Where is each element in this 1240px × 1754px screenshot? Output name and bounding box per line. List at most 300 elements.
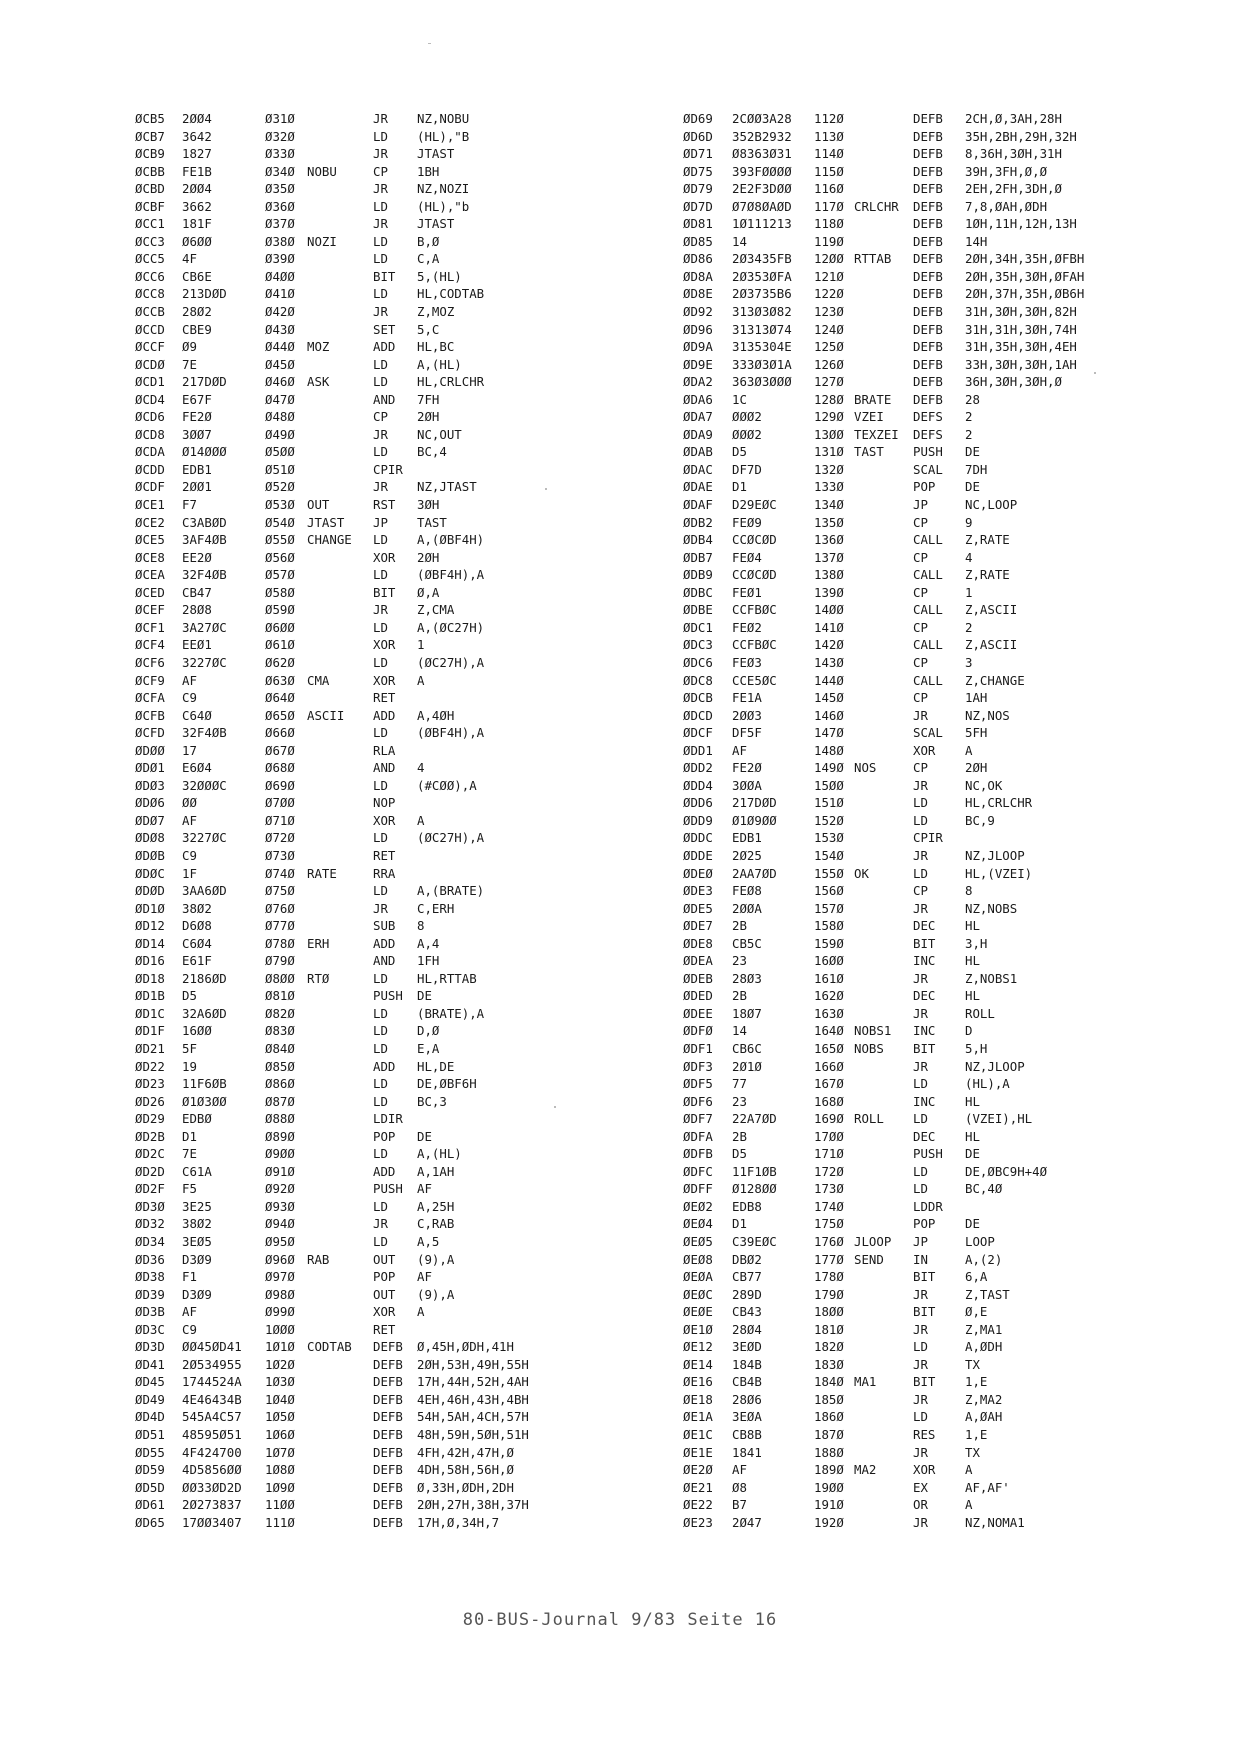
listing-addr: ØD2C — [135, 1146, 165, 1162]
listing-line: Ø64Ø — [265, 690, 295, 706]
listing-line: 143Ø — [814, 654, 844, 670]
listing-code: 393FØØØØ — [732, 163, 792, 179]
listing-line: Ø93Ø — [265, 1198, 295, 1214]
listing-addr: ØCC6 — [135, 268, 165, 284]
listing-addr: ØDE7 — [683, 918, 713, 934]
listing-line: 164Ø — [814, 1023, 844, 1039]
listing-addr: ØDØ8 — [135, 830, 165, 846]
listing-op: DEFB — [373, 1462, 403, 1478]
listing-code: 2ØØ4 — [182, 181, 212, 197]
listing-addr: ØDED — [683, 988, 713, 1004]
listing-arg: 5FH — [965, 725, 988, 741]
listing-op: LD — [373, 1234, 388, 1249]
listing-code: CCFBØC — [732, 602, 777, 618]
listing-code: CB6E — [182, 268, 212, 284]
listing-addr: ØDB9 — [683, 567, 713, 583]
listing-code: 16ØØ — [182, 1023, 212, 1039]
listing-op: CP — [913, 549, 928, 565]
listing-code: 217DØD — [732, 795, 777, 811]
listing-code: 2ØØ4 — [182, 111, 212, 126]
listing-line: Ø76Ø — [265, 900, 295, 916]
listing-code: DF7D — [732, 461, 762, 477]
listing-label: CODTAB — [307, 1339, 352, 1355]
listing-addr: ØCEA — [135, 567, 165, 583]
listing-op: JR — [373, 146, 388, 162]
listing-code: Ø7Ø8ØAØD — [732, 198, 792, 214]
listing-code: D1 — [732, 1216, 747, 1232]
listing-line: 133Ø — [814, 479, 844, 495]
listing-code: 184B — [732, 1356, 762, 1372]
listing-op: LD — [373, 883, 388, 899]
listing-code: CB77 — [732, 1269, 762, 1285]
listing-code: D5 — [182, 988, 197, 1004]
listing-line: 1Ø7Ø — [265, 1444, 295, 1460]
listing-addr: ØD9E — [683, 356, 713, 372]
listing-code: E61F — [182, 953, 212, 969]
listing-addr: ØDD9 — [683, 812, 713, 828]
listing-op: DEFB — [913, 146, 943, 162]
listing-code: DBØ2 — [732, 1251, 762, 1267]
listing-line: Ø31Ø — [265, 111, 295, 126]
listing-arg: D — [965, 1023, 973, 1039]
listing-arg: 1AH — [965, 690, 988, 706]
listing-line: 116Ø — [814, 181, 844, 197]
listing-addr: ØD32 — [135, 1216, 165, 1232]
listing-line: 15ØØ — [814, 777, 844, 793]
listing-line: Ø54Ø — [265, 514, 295, 530]
listing-label: OUT — [307, 497, 330, 513]
listing-code: EE2Ø — [182, 549, 212, 565]
listing-addr: ØDF1 — [683, 1040, 713, 1056]
listing-op: LD — [373, 654, 388, 670]
listing-addr: ØD1B — [135, 988, 165, 1004]
listing-addr: ØCC3 — [135, 233, 165, 249]
listing-arg: NC,LOOP — [965, 497, 1018, 513]
listing-line: 138Ø — [814, 567, 844, 583]
listing-arg: Z,RATE — [965, 567, 1010, 583]
listing-code: B7 — [732, 1497, 747, 1513]
listing-addr: ØCD6 — [135, 409, 165, 425]
listing-op: DEFS — [913, 426, 943, 442]
listing-label: NOS — [854, 760, 877, 776]
listing-code: D29EØC — [732, 497, 777, 513]
listing-addr: ØCC8 — [135, 286, 165, 302]
listing-arg: 4 — [965, 549, 973, 565]
listing-code: 3ØØA — [732, 777, 762, 793]
listing-op: BIT — [913, 935, 936, 951]
listing-arg: 6,A — [965, 1269, 988, 1285]
listing-arg: Z,ASCII — [965, 637, 1018, 653]
listing-addr: ØD23 — [135, 1076, 165, 1092]
listing-op: JP — [913, 1234, 928, 1249]
listing-op: JR — [373, 1216, 388, 1232]
listing-code: EDB8 — [732, 1198, 762, 1214]
listing-op: CPIR — [913, 830, 943, 846]
listing-label: MA1 — [854, 1374, 877, 1390]
listing-addr: ØD79 — [683, 181, 713, 197]
listing-arg: Z,RATE — [965, 532, 1010, 548]
listing-code: 213DØD — [182, 286, 227, 302]
listing-addr: ØCCB — [135, 304, 165, 320]
listing-code: 2Ø3435FB — [732, 251, 792, 267]
listing-arg: 17H,Ø,34H,7 — [417, 1514, 500, 1530]
listing-op: BIT — [913, 1269, 936, 1285]
listing-addr: ØCF9 — [135, 672, 165, 688]
listing-line: 118Ø — [814, 216, 844, 232]
listing-op: DEFB — [913, 111, 943, 126]
listing-arg: 2 — [965, 619, 973, 635]
listing-addr: ØCFA — [135, 690, 165, 706]
listing-addr: ØDF7 — [683, 1111, 713, 1127]
listing-arg: 9 — [965, 514, 973, 530]
listing-label: JLOOP — [854, 1234, 892, 1249]
listing-line: Ø65Ø — [265, 707, 295, 723]
listing-code: 2Ø25 — [732, 847, 762, 863]
listing-arg: 14H — [965, 233, 988, 249]
listing-addr: ØD8A — [683, 268, 713, 284]
listing-code: F5 — [182, 1181, 197, 1197]
listing-addr: ØDFF — [683, 1181, 713, 1197]
listing-op: DEFB — [913, 128, 943, 144]
listing-code: Ø9 — [182, 339, 197, 355]
listing-line: 115Ø — [814, 163, 844, 179]
listing-label: MOZ — [307, 339, 330, 355]
listing-code: 363Ø3ØØØ — [732, 374, 792, 390]
listing-op: ADD — [373, 1163, 396, 1179]
listing-op: SCAL — [913, 461, 943, 477]
listing-op: JR — [913, 1391, 928, 1407]
listing-line: Ø4ØØ — [265, 268, 295, 284]
listing-code: 28Ø8 — [182, 602, 212, 618]
listing-addr: ØCB7 — [135, 128, 165, 144]
listing-arg: Z,ASCII — [965, 602, 1018, 618]
listing-arg: 36H,3ØH,3ØH,Ø — [965, 374, 1062, 390]
listing-arg: (#CØØ),A — [417, 777, 477, 793]
listing-arg: BC,9 — [965, 812, 995, 828]
listing-code: 28Ø6 — [732, 1391, 762, 1407]
listing-op: JR — [913, 777, 928, 793]
listing-line: 175Ø — [814, 1216, 844, 1232]
listing-line: Ø86Ø — [265, 1076, 295, 1092]
listing-line: Ø92Ø — [265, 1181, 295, 1197]
listing-arg: (BRATE),A — [417, 1005, 485, 1021]
listing-code: D1 — [182, 1128, 197, 1144]
listing-op: JR — [373, 602, 388, 618]
listing-label: SEND — [854, 1251, 884, 1267]
listing-op: CALL — [913, 567, 943, 583]
listing-code: 3A27ØC — [182, 619, 227, 635]
listing-arg: TX — [965, 1444, 980, 1460]
listing-op: LD — [373, 1005, 388, 1021]
listing-op: PUSH — [373, 1181, 403, 1197]
listing-code: 1841 — [732, 1444, 762, 1460]
listing-addr: ØDØ6 — [135, 795, 165, 811]
listing-arg: 33H,3ØH,3ØH,1AH — [965, 356, 1077, 372]
listing-op: LD — [373, 233, 388, 249]
listing-op: DEFB — [913, 181, 943, 197]
listing-code: 2B — [732, 988, 747, 1004]
listing-code: 3AF4ØB — [182, 532, 227, 548]
listing-op: DEFB — [373, 1374, 403, 1390]
listing-addr: ØDC6 — [683, 654, 713, 670]
listing-op: DEFB — [373, 1497, 403, 1513]
listing-label: ROLL — [854, 1111, 884, 1127]
listing-code: 3642 — [182, 128, 212, 144]
listing-arg: NZ,NOBS — [965, 900, 1018, 916]
listing-addr: ØDØC — [135, 865, 165, 881]
listing-addr: ØCCD — [135, 321, 165, 337]
listing-code: 22A7ØD — [732, 1111, 777, 1127]
listing-op: LD — [373, 1023, 388, 1039]
listing-addr: ØDD1 — [683, 742, 713, 758]
listing-addr: ØCE2 — [135, 514, 165, 530]
listing-line: 148Ø — [814, 742, 844, 758]
listing-arg: DE — [965, 479, 980, 495]
listing-code: D3Ø9 — [182, 1286, 212, 1302]
listing-op: LD — [373, 356, 388, 372]
listing-addr: ØCF1 — [135, 619, 165, 635]
listing-addr: ØDA2 — [683, 374, 713, 390]
listing-line: Ø99Ø — [265, 1304, 295, 1320]
listing-code: ØØØ2 — [732, 426, 762, 442]
listing-line: 182Ø — [814, 1339, 844, 1355]
listing-line: Ø7ØØ — [265, 795, 295, 811]
listing-line: Ø77Ø — [265, 918, 295, 934]
listing-line: 129Ø — [814, 409, 844, 425]
listing-code: 3AA6ØD — [182, 883, 227, 899]
listing-addr: ØD2D — [135, 1163, 165, 1179]
listing-arg: (ØBF4H),A — [417, 725, 485, 741]
listing-code: 352B2932 — [732, 128, 792, 144]
listing-code: 7E — [182, 1146, 197, 1162]
listing-line: 145Ø — [814, 690, 844, 706]
listing-op: ADD — [373, 339, 396, 355]
listing-line: Ø55Ø — [265, 532, 295, 548]
listing-addr: ØD81 — [683, 216, 713, 232]
listing-addr: ØDB7 — [683, 549, 713, 565]
listing-addr: ØCB9 — [135, 146, 165, 162]
listing-label: RTTAB — [854, 251, 892, 267]
listing-code: 2CØØ3A28 — [732, 111, 792, 126]
listing-arg: A,25H — [417, 1198, 455, 1214]
listing-arg: AF — [417, 1269, 432, 1285]
listing-op: DEFB — [373, 1356, 403, 1372]
listing-line: 155Ø — [814, 865, 844, 881]
listing-addr: ØDFØ — [683, 1023, 713, 1039]
listing-op: DEFB — [913, 216, 943, 232]
listing-op: CP — [913, 619, 928, 635]
listing-op: SUB — [373, 918, 396, 934]
listing-addr: ØD45 — [135, 1374, 165, 1390]
listing-line: 163Ø — [814, 1005, 844, 1021]
listing-code: 28Ø3 — [732, 970, 762, 986]
listing-arg: HL,CRLCHR — [417, 374, 485, 390]
listing-code: Ø1Ø9ØØ — [732, 812, 777, 828]
listing-code: 2186ØD — [182, 970, 227, 986]
listing-addr: ØD26 — [135, 1093, 165, 1109]
listing-line: Ø97Ø — [265, 1269, 295, 1285]
listing-arg: 2ØH,37H,35H,ØB6H — [965, 286, 1085, 302]
listing-code: FEØ9 — [732, 514, 762, 530]
listing-op: BIT — [373, 584, 396, 600]
listing-op: LD — [373, 1198, 388, 1214]
listing-line: Ø47Ø — [265, 391, 295, 407]
listing-arg: E,A — [417, 1040, 440, 1056]
listing-addr: ØDCF — [683, 725, 713, 741]
listing-code: AF — [182, 1304, 197, 1320]
listing-addr: ØDE5 — [683, 900, 713, 916]
listing-op: DEFB — [913, 233, 943, 249]
listing-line: 142Ø — [814, 637, 844, 653]
listing-arg: Ø,33H,ØDH,2DH — [417, 1479, 514, 1495]
listing-addr: ØD1C — [135, 1005, 165, 1021]
listing-addr: ØDF6 — [683, 1093, 713, 1109]
listing-addr: ØCB5 — [135, 111, 165, 126]
listing-arg: 1,E — [965, 1427, 988, 1443]
listing-addr: ØE2Ø — [683, 1462, 713, 1478]
listing-line: 1Ø2Ø — [265, 1356, 295, 1372]
listing-code: FEØ3 — [732, 654, 762, 670]
listing-addr: ØEØC — [683, 1286, 713, 1302]
listing-line: Ø39Ø — [265, 251, 295, 267]
scan-speck — [428, 43, 431, 44]
listing-line: 154Ø — [814, 847, 844, 863]
listing-line: 14ØØ — [814, 602, 844, 618]
listing-addr: ØDBE — [683, 602, 713, 618]
listing-code: 2B — [732, 918, 747, 934]
listing-line: 153Ø — [814, 830, 844, 846]
listing-code: 3227ØC — [182, 830, 227, 846]
listing-addr: ØD51 — [135, 1427, 165, 1443]
listing-arg: HL,RTTAB — [417, 970, 477, 986]
listing-line: 128Ø — [814, 391, 844, 407]
listing-code: 2AA7ØD — [732, 865, 777, 881]
listing-arg: HL — [965, 953, 980, 969]
listing-addr: ØE14 — [683, 1356, 713, 1372]
listing-op: LD — [373, 567, 388, 583]
listing-addr: ØCF4 — [135, 637, 165, 653]
scan-speck — [554, 1106, 556, 1108]
listing-label: OK — [854, 865, 869, 881]
listing-addr: ØCD8 — [135, 426, 165, 442]
listing-code: CBE9 — [182, 321, 212, 337]
listing-code: 2Ø3735B6 — [732, 286, 792, 302]
listing-arg: 8 — [965, 883, 973, 899]
listing-line: Ø45Ø — [265, 356, 295, 372]
listing-addr: ØD14 — [135, 935, 165, 951]
listing-line: 162Ø — [814, 988, 844, 1004]
listing-arg: JTAST — [417, 146, 455, 162]
listing-arg: 1BH — [417, 163, 440, 179]
listing-arg: 31H,31H,3ØH,74H — [965, 321, 1077, 337]
listing-line: 12ØØ — [814, 251, 844, 267]
listing-op: LDIR — [373, 1111, 403, 1127]
listing-line: Ø74Ø — [265, 865, 295, 881]
listing-code: 217DØD — [182, 374, 227, 390]
listing-arg: Z,MA1 — [965, 1321, 1003, 1337]
listing-arg: 1ØH,11H,12H,13H — [965, 216, 1077, 232]
listing-op: BIT — [913, 1374, 936, 1390]
listing-addr: ØD3B — [135, 1304, 165, 1320]
listing-line: 126Ø — [814, 356, 844, 372]
listing-arg: HL,CRLCHR — [965, 795, 1033, 811]
listing-line: 1Ø8Ø — [265, 1462, 295, 1478]
listing-code: 38Ø2 — [182, 900, 212, 916]
listing-code: DF5F — [732, 725, 762, 741]
listing-arg: HL — [965, 918, 980, 934]
listing-line: 173Ø — [814, 1181, 844, 1197]
listing-op: DEFB — [913, 286, 943, 302]
listing-op: JR — [913, 847, 928, 863]
listing-code: 4D5856ØØ — [182, 1462, 242, 1478]
listing-code: 3662 — [182, 198, 212, 214]
listing-op: XOR — [373, 637, 396, 653]
listing-addr: ØDØ3 — [135, 777, 165, 793]
listing-op: RET — [373, 1321, 396, 1337]
listing-code: 3EØ5 — [182, 1234, 212, 1249]
listing-code: EDB1 — [732, 830, 762, 846]
listing-code: FEØ8 — [732, 883, 762, 899]
listing-arg: 3ØH — [417, 497, 440, 513]
listing-line: 179Ø — [814, 1286, 844, 1302]
listing-line: Ø38Ø — [265, 233, 295, 249]
listing-addr: ØCE1 — [135, 497, 165, 513]
listing-op: CALL — [913, 637, 943, 653]
listing-line: 117Ø — [814, 198, 844, 214]
listing-line: 121Ø — [814, 268, 844, 284]
listing-arg: DE,ØBF6H — [417, 1076, 477, 1092]
listing-arg: 2EH,2FH,3DH,Ø — [965, 181, 1062, 197]
listing-arg: 7FH — [417, 391, 440, 407]
listing-line: Ø69Ø — [265, 777, 295, 793]
listing-line: Ø94Ø — [265, 1216, 295, 1232]
listing-addr: ØDFB — [683, 1146, 713, 1162]
listing-code: C9 — [182, 1321, 197, 1337]
listing-line: 111Ø — [265, 1514, 295, 1530]
listing-addr: ØD29 — [135, 1111, 165, 1127]
listing-line: 123Ø — [814, 304, 844, 320]
listing-addr: ØE1E — [683, 1444, 713, 1460]
listing-line: 187Ø — [814, 1427, 844, 1443]
listing-op: DEFS — [913, 409, 943, 425]
listing-line: Ø37Ø — [265, 216, 295, 232]
listing-addr: ØD7D — [683, 198, 713, 214]
listing-arg: 28 — [965, 391, 980, 407]
listing-op: JR — [913, 1005, 928, 1021]
listing-code: 2ØØ3 — [732, 707, 762, 723]
listing-arg: NC,OUT — [417, 426, 462, 442]
listing-line: Ø6ØØ — [265, 619, 295, 635]
listing-addr: ØD4D — [135, 1409, 165, 1425]
listing-line: Ø36Ø — [265, 198, 295, 214]
listing-addr: ØDD4 — [683, 777, 713, 793]
listing-code: D1 — [732, 479, 747, 495]
listing-op: DEFB — [373, 1409, 403, 1425]
listing-label: RTØ — [307, 970, 330, 986]
listing-code: 14 — [732, 233, 747, 249]
listing-addr: ØDC8 — [683, 672, 713, 688]
listing-line: 146Ø — [814, 707, 844, 723]
listing-op: JR — [373, 426, 388, 442]
listing-line: Ø5ØØ — [265, 444, 295, 460]
listing-op: XOR — [373, 812, 396, 828]
listing-label: NOBS — [854, 1040, 884, 1056]
listing-code: EDBØ — [182, 1111, 212, 1127]
listing-addr: ØD86 — [683, 251, 713, 267]
listing-addr: ØCBF — [135, 198, 165, 214]
listing-arg: BC,4Ø — [965, 1181, 1003, 1197]
listing-addr: ØD21 — [135, 1040, 165, 1056]
